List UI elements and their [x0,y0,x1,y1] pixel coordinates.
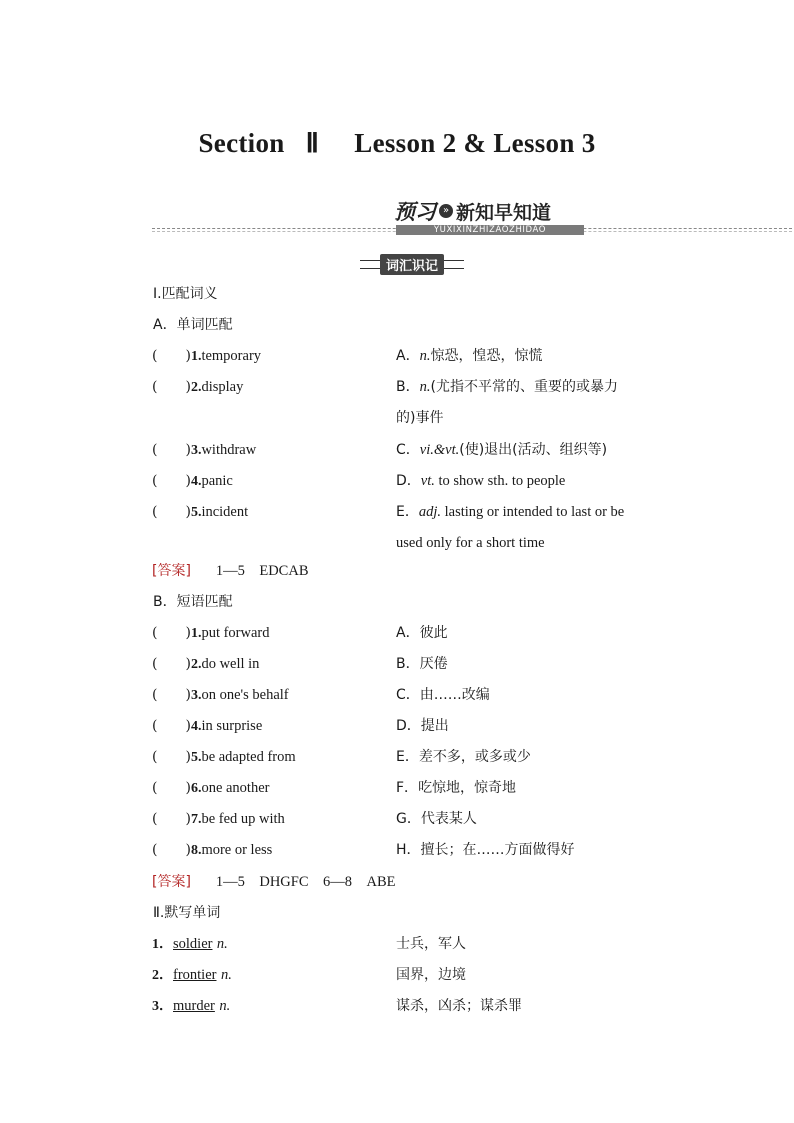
word-match-item [152,441,256,460]
part1b-answer [152,873,396,891]
banner-pinyin: YUXIXINZHIZAOZHIDAO [396,225,584,235]
item-term: be adapted from [201,749,296,765]
item-term: one another [201,780,270,796]
phrase-option [396,717,449,735]
item-term: display [201,379,244,395]
answer-blank[interactable]: ( ) [152,473,191,489]
phrase-option [396,655,448,673]
item-number: 4. [190,719,202,734]
answer-blank[interactable]: ( ) [152,656,191,672]
answer-blank[interactable]: ( ) [152,811,191,827]
dictation-answer: soldier [173,936,213,952]
part-of-speech: n. [220,967,232,983]
option-b: B．n.(尤指不平常的、重要的或暴力 [396,379,618,395]
part1a-answer [152,562,309,580]
option-text: 提出 [420,718,449,734]
phrase-match-item [152,717,262,736]
item-term: more or less [201,842,273,858]
word-match-item [152,347,261,366]
item-term: put forward [201,625,270,641]
phrase-option [396,624,448,642]
item-term: be fed up with [201,811,285,827]
option-letter: B． [396,656,420,672]
answer-blank[interactable]: ( ) [152,442,191,458]
tag-left-bar [360,260,380,269]
option-c: C．vi.&vt.(使)退出(活动、组织等) [396,442,608,458]
title-lessons: Lesson 2 & Lesson 3 [354,128,596,158]
phrase-option [396,810,477,828]
preview-banner [152,196,794,240]
part1-heading: Ⅰ.匹配词义 [153,286,218,302]
item-number: 4. [190,474,202,489]
item-number: 8. [190,843,202,858]
dictation-answer: murder [173,998,215,1014]
answer-blank[interactable]: ( ) [152,687,191,703]
option-e-continued: used only for a short time [396,535,545,551]
option-d: D．vt. to show sth. to people [396,473,566,489]
part1a-heading: A．单词匹配 [153,317,233,333]
dictation-item [152,966,232,985]
item-number: 5. [190,505,202,520]
answer-value: 1—5 EDCAB [215,563,309,579]
option-text: 厌倦 [419,656,448,672]
option-letter: G． [396,811,421,827]
item-number: 2． [152,968,173,983]
part-of-speech: n. [219,998,231,1014]
part2-heading: Ⅱ.默写单词 [153,905,221,921]
phrase-match-item [152,624,269,643]
answer-label: [答案] [152,874,191,890]
item-number: 7. [190,812,202,827]
option-text: 彼此 [419,625,448,641]
page-title [0,128,794,159]
phrase-match-item [152,779,269,798]
answer-blank[interactable]: ( ) [152,348,191,364]
option-text: 擅长；在……方面做得好 [420,842,575,858]
option-letter: A． [396,625,420,641]
answer-blank[interactable]: ( ) [152,780,191,796]
title-section: Section [198,128,285,158]
answer-blank[interactable]: ( ) [152,504,191,520]
dictation-meaning: 士兵，军人 [396,936,466,952]
dictation-answer: frontier [173,967,217,983]
phrase-match-item [152,841,272,860]
option-e: E．adj. lasting or intended to last or be [396,504,625,520]
banner-sub-text: 新知早知道 [456,201,552,224]
option-letter: C． [396,687,420,703]
item-number: 1． [152,937,173,952]
option-text: 吃惊地，惊奇地 [418,780,517,796]
tag-right-bar [444,260,464,269]
item-term: panic [201,473,233,489]
answer-blank[interactable]: ( ) [152,718,191,734]
item-number: 1. [190,349,202,364]
item-term: on one's behalf [201,687,289,703]
dictation-item [152,935,228,954]
item-number: 2. [190,657,202,672]
dictation-meaning: 谋杀，凶杀；谋杀罪 [396,998,522,1014]
option-b-continued: 的)事件 [396,410,444,426]
phrase-option [396,686,490,704]
phrase-option [396,748,531,766]
word-match-item [152,472,233,491]
phrase-option [396,841,575,859]
item-number: 3． [152,999,173,1014]
item-term: do well in [201,656,260,672]
item-number: 5. [190,750,202,765]
vocab-tag-label: 词汇识记 [380,254,444,275]
option-letter: H． [396,842,421,858]
item-number: 3. [190,443,202,458]
option-text: 代表某人 [420,811,477,827]
answer-blank[interactable]: ( ) [152,842,191,858]
item-number: 3. [190,688,202,703]
word-match-item [152,378,243,397]
part-of-speech: n. [216,936,228,952]
phrase-match-item [152,748,296,767]
dictation-meaning: 国界，边境 [396,967,466,983]
word-match-item [152,503,248,522]
option-text: 差不多，或多或少 [418,749,531,765]
banner-arrow-icon: » [439,204,453,218]
answer-label: [答案] [152,563,191,579]
option-text: 由……改编 [419,687,490,703]
vocab-section-tag [360,254,464,274]
item-number: 1. [190,626,202,641]
phrase-option [396,779,516,797]
item-number: 6. [190,781,202,796]
title-roman-numeral: Ⅱ [305,128,320,158]
phrase-match-item [152,686,289,705]
option-a: A．n.惊恐，惶恐，惊慌 [396,348,543,364]
item-term: temporary [201,348,262,364]
answer-blank[interactable]: ( ) [152,625,191,641]
item-term: incident [201,504,249,520]
item-number: 2. [190,380,202,395]
dictation-item [152,997,230,1016]
answer-value: 1—5 DHGFC 6—8 ABE [215,874,396,890]
option-letter: E． [396,749,419,765]
option-letter: D． [396,718,421,734]
part1b-heading: B．短语匹配 [153,594,233,610]
phrase-match-item [152,655,259,674]
item-term: in surprise [201,718,263,734]
phrase-match-item [152,810,285,829]
option-letter: F． [396,780,419,796]
banner-main-text: 预习 [394,200,436,224]
answer-blank[interactable]: ( ) [152,749,191,765]
answer-blank[interactable]: ( ) [152,379,191,395]
item-term: withdraw [201,442,257,458]
